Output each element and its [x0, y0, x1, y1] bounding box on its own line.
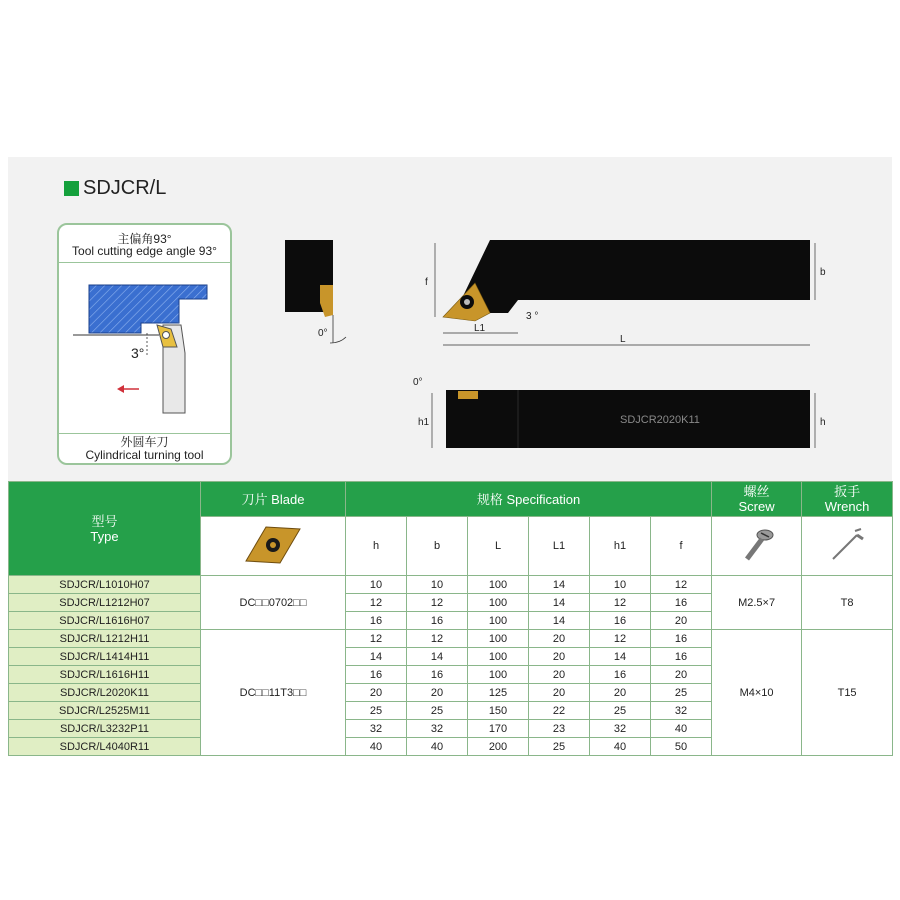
top-view — [425, 240, 826, 345]
spec-value-L1: 14 — [529, 612, 590, 630]
product-title — [64, 177, 166, 200]
col-L1: L1 — [529, 517, 590, 576]
top-view-angle-label: 3 ° — [526, 311, 539, 322]
type-cell: SDJCR/L2020K11 — [9, 684, 201, 702]
wrench-cell: T8 — [802, 576, 893, 630]
spec-value-L: 100 — [468, 576, 529, 594]
cutting-angle-inset — [57, 223, 232, 465]
spec-value-h: 25 — [346, 702, 407, 720]
blade-header: 刀片 Blade — [201, 482, 346, 517]
spec-value-b: 12 — [407, 594, 468, 612]
side-view-engraving: SDJCR2020K11 — [620, 414, 700, 426]
spec-value-b: 32 — [407, 720, 468, 738]
insert-hole-icon — [163, 332, 170, 339]
spec-value-h1: 12 — [590, 630, 651, 648]
dim-b-label: b — [820, 267, 826, 278]
spec-value-h: 40 — [346, 738, 407, 756]
spec-value-f: 20 — [651, 612, 712, 630]
spec-value-h: 20 — [346, 684, 407, 702]
spec-value-b: 14 — [407, 648, 468, 666]
type-header-en: Type — [90, 528, 119, 544]
spec-value-h: 16 — [346, 612, 407, 630]
spec-value-b: 16 — [407, 612, 468, 630]
type-cell: SDJCR/L1616H11 — [9, 666, 201, 684]
col-b: b — [407, 517, 468, 576]
blade-insert-icon — [238, 523, 308, 567]
dim-f-label: f — [425, 277, 428, 288]
spec-value-b: 20 — [407, 684, 468, 702]
dim-h-label: h — [820, 417, 826, 428]
type-cell: SDJCR/L1212H07 — [9, 594, 201, 612]
spec-value-h1: 16 — [590, 666, 651, 684]
side-view-angle-label: 0° — [413, 377, 423, 388]
type-header-cn: 型号 — [91, 513, 118, 529]
screw-header-en: Screw — [738, 499, 775, 514]
wrench-header-cn: 扳手 — [834, 484, 861, 499]
inset-bottom-label-en: Cylindrical turning tool — [85, 448, 204, 462]
spec-value-h1: 40 — [590, 738, 651, 756]
spec-value-f: 12 — [651, 576, 712, 594]
spec-value-h: 16 — [346, 666, 407, 684]
spec-value-h1: 10 — [590, 576, 651, 594]
spec-value-f: 40 — [651, 720, 712, 738]
workpiece-section — [89, 285, 207, 333]
spec-value-f: 20 — [651, 666, 712, 684]
spec-value-h1: 25 — [590, 702, 651, 720]
spec-value-L: 150 — [468, 702, 529, 720]
spec-header: 规格 Specification — [346, 482, 712, 517]
inset-top-label-cn: 主偏角93° — [117, 232, 172, 246]
spec-value-h1: 16 — [590, 612, 651, 630]
wrench-cell: T15 — [802, 630, 893, 756]
spec-value-f: 16 — [651, 648, 712, 666]
wrench-icon — [827, 525, 867, 565]
col-h: h — [346, 517, 407, 576]
blade-cell: DC□□0702□□ — [201, 576, 346, 630]
end-view-angle-label: 0° — [318, 328, 328, 339]
spec-value-f: 25 — [651, 684, 712, 702]
type-cell: SDJCR/L1414H11 — [9, 648, 201, 666]
spec-value-L: 170 — [468, 720, 529, 738]
spec-value-h1: 12 — [590, 594, 651, 612]
spec-value-b: 25 — [407, 702, 468, 720]
spec-value-h1: 32 — [590, 720, 651, 738]
spec-value-L: 125 — [468, 684, 529, 702]
turning-illustration — [59, 263, 230, 433]
spec-value-h: 10 — [346, 576, 407, 594]
table-row — [9, 576, 893, 594]
spec-value-f: 32 — [651, 702, 712, 720]
wrench-image-cell — [802, 517, 893, 576]
spec-value-h1: 14 — [590, 648, 651, 666]
screw-icon — [737, 525, 777, 565]
screw-header — [712, 482, 802, 517]
inset-angle-label: 3° — [131, 345, 145, 361]
type-cell: SDJCR/L1010H07 — [9, 576, 201, 594]
inset-divider-bottom — [59, 433, 230, 434]
type-header — [9, 482, 201, 576]
top-view-body — [453, 240, 810, 317]
tool-drawing — [270, 225, 830, 470]
spec-value-f: 16 — [651, 594, 712, 612]
spec-value-h: 14 — [346, 648, 407, 666]
type-cell: SDJCR/L4040R11 — [9, 738, 201, 756]
spec-value-L1: 22 — [529, 702, 590, 720]
screw-cell: M4×10 — [712, 630, 802, 756]
type-cell: SDJCR/L2525M11 — [9, 702, 201, 720]
spec-value-L1: 20 — [529, 648, 590, 666]
col-h1: h1 — [590, 517, 651, 576]
title-square-icon — [64, 181, 79, 196]
blade-cell: DC□□11T3□□ — [201, 630, 346, 756]
feed-arrowhead-icon — [117, 385, 124, 393]
spec-value-b: 10 — [407, 576, 468, 594]
col-L: L — [468, 517, 529, 576]
end-view-insert — [320, 285, 333, 317]
spec-value-h: 12 — [346, 630, 407, 648]
spec-value-L: 100 — [468, 648, 529, 666]
screw-image-cell — [712, 517, 802, 576]
screw-header-cn: 螺丝 — [743, 484, 770, 499]
top-view-screw-head — [464, 299, 470, 305]
blade-image-cell — [201, 517, 346, 576]
spec-value-h1: 20 — [590, 684, 651, 702]
inset-bottom-label-cn: 外圆车刀 — [120, 435, 169, 449]
type-cell: SDJCR/L3232P11 — [9, 720, 201, 738]
spec-value-L1: 20 — [529, 666, 590, 684]
side-view — [413, 377, 826, 448]
col-f: f — [651, 517, 712, 576]
spec-value-L: 200 — [468, 738, 529, 756]
screw-cell: M2.5×7 — [712, 576, 802, 630]
spec-value-b: 12 — [407, 630, 468, 648]
spec-value-L: 100 — [468, 666, 529, 684]
spec-value-L1: 25 — [529, 738, 590, 756]
spec-value-L: 100 — [468, 612, 529, 630]
end-view — [285, 240, 346, 343]
end-view-angle-arc — [330, 337, 346, 343]
spec-value-L: 100 — [468, 630, 529, 648]
type-cell: SDJCR/L1212H11 — [9, 630, 201, 648]
product-title-text: SDJCR/L — [83, 177, 167, 199]
spec-value-h: 12 — [346, 594, 407, 612]
dim-h1-label: h1 — [418, 417, 430, 428]
specification-table — [8, 481, 893, 756]
spec-value-L1: 20 — [529, 630, 590, 648]
dim-L1-label: L1 — [474, 323, 486, 334]
spec-value-L: 100 — [468, 594, 529, 612]
dim-L-label: L — [620, 334, 626, 345]
type-cell: SDJCR/L1616H07 — [9, 612, 201, 630]
table-row — [9, 630, 893, 648]
side-view-insert-icon — [458, 391, 478, 399]
spec-value-L1: 23 — [529, 720, 590, 738]
spec-value-f: 50 — [651, 738, 712, 756]
spec-value-L1: 14 — [529, 576, 590, 594]
wrench-header-en: Wrench — [824, 499, 870, 514]
spec-value-h: 32 — [346, 720, 407, 738]
spec-value-b: 16 — [407, 666, 468, 684]
spec-value-L1: 14 — [529, 594, 590, 612]
wrench-header — [802, 482, 893, 517]
spec-value-b: 40 — [407, 738, 468, 756]
spec-value-L1: 20 — [529, 684, 590, 702]
spec-value-f: 16 — [651, 630, 712, 648]
inset-top-label-en: Tool cutting edge angle 93° — [72, 244, 217, 258]
